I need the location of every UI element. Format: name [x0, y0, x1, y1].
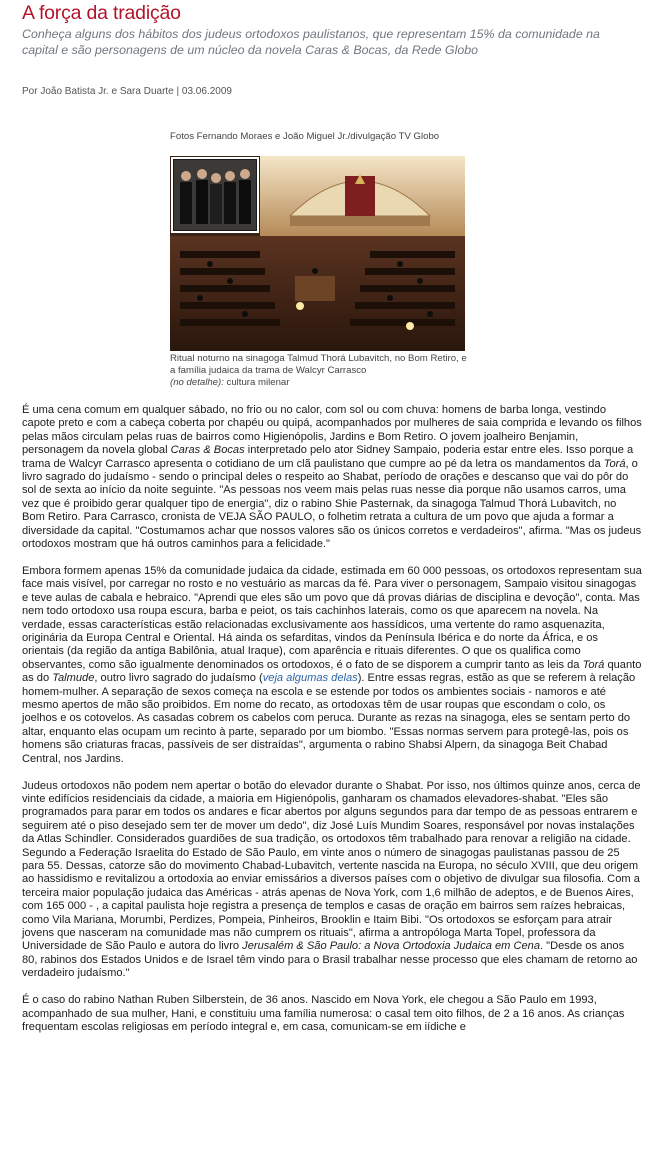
article-body: [22, 404, 642, 1048]
synagogue-photo: [170, 156, 465, 351]
photo-credit: Fotos Fernando Moraes e João Miguel Jr./divulgação TV Globo: [170, 131, 440, 142]
paragraph-4: É o caso do rabino Nathan Ruben Silberstein, de 36 anos. Nascido em Nova York, ele chegou a São Paulo em 1993, acompanhado de sua mulher, Hani, e constituiu uma família numerosa: o casal tem oito filhos, de 2 a 16 anos. As crianças frequentam escolas religiosas em período integral e, em casa, comunicam-se em iídiche e: [22, 994, 625, 1033]
caption-detail-label: (no detalhe):: [170, 377, 224, 388]
paragraph-2: Embora formem apenas 15% da comunidade judaica da cidade, estimada em 60 000 pessoas, os ortodoxos representam sua face mais visível, por carregar no rosto e no vestuário as marcas da fé. Para viver o personagem, Sampaio visitou sinagogas e teve aulas de cabala e hebraico. "Aprendi que eles são um povo que dá provas diárias de disciplina e devoção", conta. Mas nem todo ortodoxo usa roupa escura, barba e peiot, os tais cachinhos laterais, como os que aparecem na novela. Na verdade, essas características estão relacionadas exclusivamente aos hassídicos, uma vertente do ramo asquenazita, originária da Europa Central e Oriental. Há ainda os sefarditas, vindos da Península Ibérica e do norte da África, e os orientais (da região da antiga Babilônia, atual Iraque), com aparência e rituais diferentes. O que os qualifica como observantes, como são igualmente denominados os ortodoxos, é o fato de se disporem a cumprir tanto as leis da Torá quanto as do Talmude, outro livro sagrado do judaísmo (veja algumas delas). Entre essas regras, estão as que se referem à relação homem-mulher. A separação de sexos começa na escola e se estende por todos os ambientes sociais - namoros e até mesmo apertos de mão são proibidos. Em nome do recato, as ortodoxas têm de usar roupas que escondam o colo, os joelhos e os cotovelos. As casadas cobrem os cabelos com peruca. Durante as rezas na sinagoga, eles se sentam perto do altar, enquanto elas ocupam um recinto à parte, separado por um biombo. "Essas normas servem para protegê-las, pois os homens são criaturas fracas, passíveis de ser distraídas", argumenta o rabino Shabsi Alpern, da sinagoga Beit Chabad Central, nos Jardins.: [22, 564, 642, 765]
caption-main: Ritual noturno na sinagoga Talmud Thorá Lubavitch, no Bom Retiro, e a família judaica da trama de Walcyr Carrasco: [170, 353, 467, 376]
see-rules-link[interactable]: veja algumas delas: [262, 672, 358, 685]
photo-caption: [170, 353, 470, 389]
article-headline: A força da tradição: [22, 2, 181, 24]
paragraph-3: Judeus ortodoxos não podem nem apertar o botão do elevador durante o Shabat. Por isso, nos últimos quinze anos, cerca de vinte edifícios residenciais da cidade, a maioria em Higienópolis, ganharam os chamados elevadores-shabat. "Eles são programados para parar em todos os andares e ficar abertos por alguns segundos para dar tempo de as pessoas entrarem e seguirem até o piso desejado sem ter de mover um dedo", diz José Luís Mundim Soares, responsável por novas instalações da Atlas Schindler. Considerados guardiões de sua tradição, os ortodoxos têm trabalhado para renovar a religião na cidade. Segundo a Federação Israelita do Estado de São Paulo, em vinte anos o número de sinagogas paulistanas passou de 25 para 55. Dessas, catorze são do movimento Chabad-Lubavitch, vertente nascida na Europa, no século XVIII, que deu origem ao hassidismo e revitalizou a ortodoxia ao enviar emissários a diversos países com o objetivo de divulgar sua filosofia. Com a terceira maior população judaica das Américas - atrás apenas de Nova York, com 1,6 milhão de adeptos, e de Buenos Aires, com 165 000 - , a capital paulista hoje registra a presença de templos e casas de oração em bairros sem raízes hebraicas, como Vila Mariana, Morumbi, Perdizes, Pompeia, Pinheiros, Brooklin e Itaim Bibi. "Os ortodoxos se esforçam para atrair jovens que nasceram na comunidade mas não cumprem os rituais", afirma a antropóloga Marta Topel, professora da Universidade de São Paulo e autora do livro Jerusalém & São Paulo: a Nova Ortodoxia Judaica em Cena. "Desde os anos 80, rabinos dos Estados Unidos e de Israel têm vindo para o Brasil trabalhar nesse processo que eles chamam de retorno ao verdadeiro judaísmo.": [22, 779, 641, 980]
article-byline: Por João Batista Jr. e Sara Duarte | 03.06.2009: [22, 86, 232, 97]
caption-detail-text: cultura milenar: [226, 377, 290, 388]
article-deck: Conheça alguns dos hábitos dos judeus ortodoxos paulistanos, que representam 15% da comunidade na capital e são personagens de um núcleo da novela Caras & Bocas, da Rede Globo: [22, 27, 600, 57]
paragraph-1: É uma cena comum em qualquer sábado, no frio ou no calor, com sol ou com chuva: homens de barba longa, vestindo capote preto e com a cabeça coberta por chapéu ou quipá, acompanhados por mulheres de saia comprida e levando os filhos pelas mãos circulam pelas ruas de bairros como Higienópolis, Jardins e Bom Retiro. O jovem joalheiro Benjamin, personagem da novela global Caras & Bocas interpretado pelo ator Sidney Sampaio, poderia estar entre eles. Isso porque a trama de Walcyr Carrasco apresenta o cotidiano de um clã paulistano que cumpre ao pé da letra os mandamentos da Torá, o livro sagrado do judaísmo - sendo o principal deles o respeito ao Shabat, período de orações e descanso que vai do pôr do sol de sexta ao início da noite seguinte. "As pessoas nos veem mais pelas ruas nesse dia porque não usamos carros, uma vez que é proibido gerar qualquer tipo de energia", diz o rabino Shie Pasternak, da sinagoga Talmud Thorá Lubavitch, no Bom Retiro. Para Carrasco, cronista de VEJA SÃO PAULO, o folhetim retrata a cultura de um povo que ajuda a formar a diversidade da capital. "Costumamos achar que nossos valores são os únicos corretos e verdadeiros", afirma. "Mas os judeus ortodoxos mostram que há outros caminhos para a felicidade.": [22, 404, 642, 551]
